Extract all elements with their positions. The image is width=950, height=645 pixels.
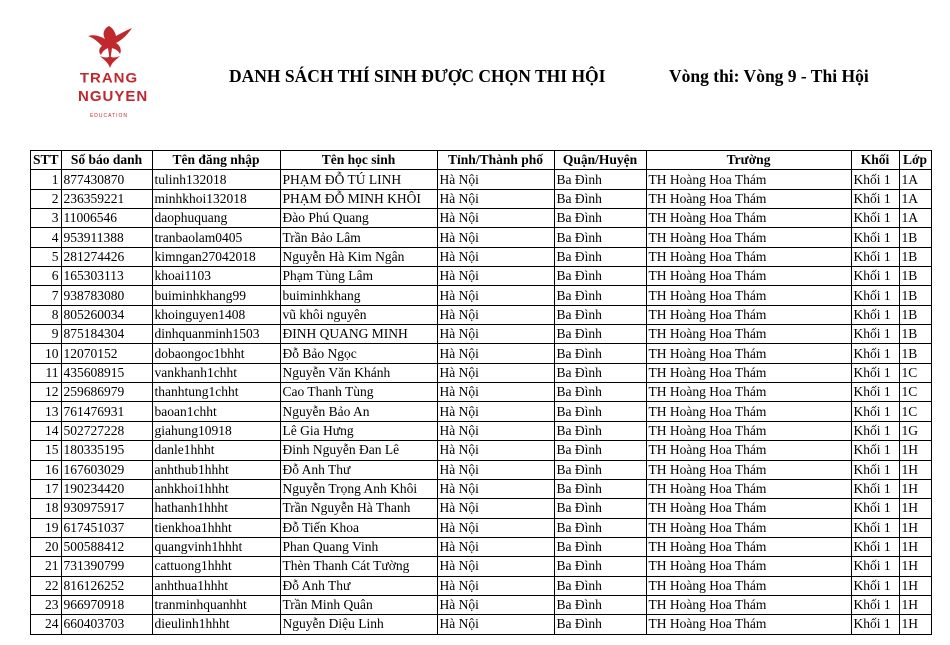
cell-stt: 11 bbox=[31, 363, 62, 382]
cell-quan-huyen: Ba Đình bbox=[554, 267, 646, 286]
cell-quan-huyen: Ba Đình bbox=[554, 209, 646, 228]
table-row bbox=[31, 576, 932, 595]
cell-ten-dang-nhap: khoai1103 bbox=[152, 267, 280, 286]
cell-khoi: Khối 1 bbox=[851, 537, 899, 556]
cell-ten-dang-nhap: baoan1chht bbox=[152, 402, 280, 421]
cell-stt: 14 bbox=[31, 421, 62, 440]
cell-truong: TH Hoàng Hoa Thám bbox=[646, 615, 851, 634]
cell-truong: TH Hoàng Hoa Thám bbox=[646, 305, 851, 324]
cell-khoi: Khối 1 bbox=[851, 286, 899, 305]
cell-khoi: Khối 1 bbox=[851, 267, 899, 286]
header-so-bao-danh: Số báo danh bbox=[61, 151, 152, 170]
cell-lop: 1A bbox=[899, 189, 931, 208]
cell-stt: 3 bbox=[31, 209, 62, 228]
cell-lop: 1H bbox=[899, 499, 931, 518]
cell-khoi: Khối 1 bbox=[851, 344, 899, 363]
cell-khoi: Khối 1 bbox=[851, 228, 899, 247]
cell-truong: TH Hoàng Hoa Thám bbox=[646, 576, 851, 595]
phoenix-logo-icon bbox=[78, 22, 140, 72]
header-ten-dang-nhap: Tên đăng nhập bbox=[152, 151, 280, 170]
cell-quan-huyen: Ba Đình bbox=[554, 228, 646, 247]
cell-tinh-thanh-pho: Hà Nội bbox=[437, 441, 554, 460]
cell-truong: TH Hoàng Hoa Thám bbox=[646, 537, 851, 556]
table-row bbox=[31, 286, 932, 305]
cell-lop: 1G bbox=[899, 421, 931, 440]
cell-ten-hoc-sinh: PHẠM ĐỖ MINH KHÔI bbox=[280, 189, 437, 208]
cell-quan-huyen: Ba Đình bbox=[554, 460, 646, 479]
cell-truong: TH Hoàng Hoa Thám bbox=[646, 170, 851, 189]
cell-lop: 1H bbox=[899, 537, 931, 556]
cell-lop: 1H bbox=[899, 460, 931, 479]
cell-truong: TH Hoàng Hoa Thám bbox=[646, 499, 851, 518]
table-row bbox=[31, 441, 932, 460]
cell-so-bao-danh: 500588412 bbox=[61, 537, 152, 556]
table-row bbox=[31, 518, 932, 537]
table-row bbox=[31, 537, 932, 556]
header-stt: STT bbox=[31, 151, 62, 170]
cell-khoi: Khối 1 bbox=[851, 557, 899, 576]
cell-quan-huyen: Ba Đình bbox=[554, 421, 646, 440]
table-row bbox=[31, 305, 932, 324]
cell-so-bao-danh: 281274426 bbox=[61, 247, 152, 266]
cell-ten-hoc-sinh: Đỗ Anh Thư bbox=[280, 576, 437, 595]
cell-ten-hoc-sinh: Nguyễn Hà Kim Ngân bbox=[280, 247, 437, 266]
cell-quan-huyen: Ba Đình bbox=[554, 305, 646, 324]
cell-quan-huyen: Ba Đình bbox=[554, 247, 646, 266]
cell-tinh-thanh-pho: Hà Nội bbox=[437, 421, 554, 440]
cell-tinh-thanh-pho: Hà Nội bbox=[437, 460, 554, 479]
cell-ten-hoc-sinh: Nguyễn Văn Khánh bbox=[280, 363, 437, 382]
cell-ten-dang-nhap: thanhtung1chht bbox=[152, 383, 280, 402]
candidate-table bbox=[30, 150, 932, 635]
logo-text-nguyen: NGUYEN bbox=[78, 88, 149, 105]
cell-quan-huyen: Ba Đình bbox=[554, 383, 646, 402]
cell-stt: 20 bbox=[31, 537, 62, 556]
cell-quan-huyen: Ba Đình bbox=[554, 479, 646, 498]
cell-tinh-thanh-pho: Hà Nội bbox=[437, 170, 554, 189]
cell-khoi: Khối 1 bbox=[851, 247, 899, 266]
cell-lop: 1A bbox=[899, 170, 931, 189]
cell-so-bao-danh: 877430870 bbox=[61, 170, 152, 189]
cell-quan-huyen: Ba Đình bbox=[554, 595, 646, 614]
cell-quan-huyen: Ba Đình bbox=[554, 170, 646, 189]
cell-ten-dang-nhap: anhthua1hhht bbox=[152, 576, 280, 595]
cell-so-bao-danh: 938783080 bbox=[61, 286, 152, 305]
cell-ten-dang-nhap: hathanh1hhht bbox=[152, 499, 280, 518]
cell-lop: 1H bbox=[899, 479, 931, 498]
table-row bbox=[31, 189, 932, 208]
cell-tinh-thanh-pho: Hà Nội bbox=[437, 576, 554, 595]
cell-ten-hoc-sinh: Lê Gia Hưng bbox=[280, 421, 437, 440]
cell-truong: TH Hoàng Hoa Thám bbox=[646, 247, 851, 266]
cell-so-bao-danh: 617451037 bbox=[61, 518, 152, 537]
cell-tinh-thanh-pho: Hà Nội bbox=[437, 228, 554, 247]
cell-ten-hoc-sinh: Nguyễn Bảo An bbox=[280, 402, 437, 421]
cell-so-bao-danh: 875184304 bbox=[61, 325, 152, 344]
cell-khoi: Khối 1 bbox=[851, 499, 899, 518]
cell-lop: 1B bbox=[899, 305, 931, 324]
cell-so-bao-danh: 953911388 bbox=[61, 228, 152, 247]
cell-ten-dang-nhap: anhthub1hhht bbox=[152, 460, 280, 479]
cell-tinh-thanh-pho: Hà Nội bbox=[437, 305, 554, 324]
cell-stt: 1 bbox=[31, 170, 62, 189]
cell-stt: 9 bbox=[31, 325, 62, 344]
cell-lop: 1H bbox=[899, 576, 931, 595]
cell-quan-huyen: Ba Đình bbox=[554, 557, 646, 576]
cell-quan-huyen: Ba Đình bbox=[554, 363, 646, 382]
cell-lop: 1C bbox=[899, 383, 931, 402]
table-row bbox=[31, 499, 932, 518]
page-title: DANH SÁCH THÍ SINH ĐƯỢC CHỌN THI HỘI bbox=[229, 66, 606, 86]
cell-ten-hoc-sinh: Đỗ Tiến Khoa bbox=[280, 518, 437, 537]
table-row bbox=[31, 247, 932, 266]
cell-so-bao-danh: 190234420 bbox=[61, 479, 152, 498]
cell-ten-hoc-sinh: Phan Quang Vinh bbox=[280, 537, 437, 556]
cell-tinh-thanh-pho: Hà Nội bbox=[437, 499, 554, 518]
table-row bbox=[31, 615, 932, 634]
cell-tinh-thanh-pho: Hà Nội bbox=[437, 383, 554, 402]
cell-truong: TH Hoàng Hoa Thám bbox=[646, 209, 851, 228]
cell-lop: 1H bbox=[899, 557, 931, 576]
cell-khoi: Khối 1 bbox=[851, 595, 899, 614]
cell-truong: TH Hoàng Hoa Thám bbox=[646, 325, 851, 344]
cell-ten-dang-nhap: khoinguyen1408 bbox=[152, 305, 280, 324]
cell-quan-huyen: Ba Đình bbox=[554, 344, 646, 363]
cell-khoi: Khối 1 bbox=[851, 441, 899, 460]
table-row bbox=[31, 209, 932, 228]
cell-ten-dang-nhap: minhkhoi132018 bbox=[152, 189, 280, 208]
cell-lop: 1B bbox=[899, 344, 931, 363]
cell-lop: 1C bbox=[899, 402, 931, 421]
cell-khoi: Khối 1 bbox=[851, 305, 899, 324]
cell-tinh-thanh-pho: Hà Nội bbox=[437, 557, 554, 576]
cell-truong: TH Hoàng Hoa Thám bbox=[646, 557, 851, 576]
cell-so-bao-danh: 435608915 bbox=[61, 363, 152, 382]
cell-tinh-thanh-pho: Hà Nội bbox=[437, 286, 554, 305]
cell-truong: TH Hoàng Hoa Thám bbox=[646, 518, 851, 537]
cell-so-bao-danh: 180335195 bbox=[61, 441, 152, 460]
cell-ten-dang-nhap: dieulinh1hhht bbox=[152, 615, 280, 634]
header-truong: Trường bbox=[646, 151, 851, 170]
cell-ten-hoc-sinh: buiminhkhang bbox=[280, 286, 437, 305]
table-row bbox=[31, 325, 932, 344]
header-khoi: Khối bbox=[851, 151, 899, 170]
cell-ten-hoc-sinh: Trần Bảo Lâm bbox=[280, 228, 437, 247]
cell-ten-dang-nhap: dobaongoc1bhht bbox=[152, 344, 280, 363]
table-row bbox=[31, 383, 932, 402]
header-tinh-thanh-pho: Tỉnh/Thành phố bbox=[437, 151, 554, 170]
cell-khoi: Khối 1 bbox=[851, 479, 899, 498]
cell-stt: 4 bbox=[31, 228, 62, 247]
cell-quan-huyen: Ba Đình bbox=[554, 286, 646, 305]
cell-ten-hoc-sinh: Cao Thanh Tùng bbox=[280, 383, 437, 402]
cell-lop: 1C bbox=[899, 363, 931, 382]
cell-tinh-thanh-pho: Hà Nội bbox=[437, 615, 554, 634]
cell-stt: 23 bbox=[31, 595, 62, 614]
cell-khoi: Khối 1 bbox=[851, 209, 899, 228]
table-row bbox=[31, 402, 932, 421]
table-row bbox=[31, 228, 932, 247]
cell-stt: 17 bbox=[31, 479, 62, 498]
table-row bbox=[31, 595, 932, 614]
cell-ten-dang-nhap: danle1hhht bbox=[152, 441, 280, 460]
cell-khoi: Khối 1 bbox=[851, 170, 899, 189]
cell-ten-hoc-sinh: Trần Nguyễn Hà Thanh bbox=[280, 499, 437, 518]
cell-quan-huyen: Ba Đình bbox=[554, 576, 646, 595]
table-row bbox=[31, 421, 932, 440]
cell-khoi: Khối 1 bbox=[851, 518, 899, 537]
cell-stt: 15 bbox=[31, 441, 62, 460]
cell-stt: 18 bbox=[31, 499, 62, 518]
cell-ten-dang-nhap: anhkhoi1hhht bbox=[152, 479, 280, 498]
cell-tinh-thanh-pho: Hà Nội bbox=[437, 189, 554, 208]
cell-khoi: Khối 1 bbox=[851, 460, 899, 479]
cell-khoi: Khối 1 bbox=[851, 576, 899, 595]
cell-ten-hoc-sinh: vũ khôi nguyên bbox=[280, 305, 437, 324]
table-row bbox=[31, 479, 932, 498]
cell-stt: 12 bbox=[31, 383, 62, 402]
cell-truong: TH Hoàng Hoa Thám bbox=[646, 421, 851, 440]
table-row bbox=[31, 344, 932, 363]
table-row bbox=[31, 460, 932, 479]
cell-ten-hoc-sinh: ĐINH QUANG MINH bbox=[280, 325, 437, 344]
cell-truong: TH Hoàng Hoa Thám bbox=[646, 344, 851, 363]
cell-lop: 1B bbox=[899, 267, 931, 286]
cell-stt: 21 bbox=[31, 557, 62, 576]
cell-tinh-thanh-pho: Hà Nội bbox=[437, 595, 554, 614]
cell-quan-huyen: Ba Đình bbox=[554, 537, 646, 556]
cell-ten-hoc-sinh: Trần Minh Quân bbox=[280, 595, 437, 614]
cell-stt: 6 bbox=[31, 267, 62, 286]
cell-ten-dang-nhap: buiminhkhang99 bbox=[152, 286, 280, 305]
cell-so-bao-danh: 761476931 bbox=[61, 402, 152, 421]
cell-tinh-thanh-pho: Hà Nội bbox=[437, 402, 554, 421]
cell-ten-dang-nhap: daophuquang bbox=[152, 209, 280, 228]
cell-so-bao-danh: 165303113 bbox=[61, 267, 152, 286]
cell-ten-hoc-sinh: Nguyễn Trọng Anh Khôi bbox=[280, 479, 437, 498]
cell-truong: TH Hoàng Hoa Thám bbox=[646, 460, 851, 479]
cell-ten-dang-nhap: tienkhoa1hhht bbox=[152, 518, 280, 537]
cell-quan-huyen: Ba Đình bbox=[554, 402, 646, 421]
cell-lop: 1A bbox=[899, 209, 931, 228]
cell-stt: 16 bbox=[31, 460, 62, 479]
cell-so-bao-danh: 930975917 bbox=[61, 499, 152, 518]
cell-stt: 10 bbox=[31, 344, 62, 363]
round-label: Vòng thi: Vòng 9 - Thi Hội bbox=[669, 66, 869, 86]
cell-quan-huyen: Ba Đình bbox=[554, 499, 646, 518]
cell-ten-hoc-sinh: PHẠM ĐỖ TÚ LINH bbox=[280, 170, 437, 189]
cell-so-bao-danh: 805260034 bbox=[61, 305, 152, 324]
cell-truong: TH Hoàng Hoa Thám bbox=[646, 363, 851, 382]
cell-tinh-thanh-pho: Hà Nội bbox=[437, 209, 554, 228]
header-lop: Lớp bbox=[899, 151, 931, 170]
cell-truong: TH Hoàng Hoa Thám bbox=[646, 595, 851, 614]
cell-stt: 8 bbox=[31, 305, 62, 324]
cell-truong: TH Hoàng Hoa Thám bbox=[646, 383, 851, 402]
cell-stt: 22 bbox=[31, 576, 62, 595]
cell-lop: 1B bbox=[899, 247, 931, 266]
cell-truong: TH Hoàng Hoa Thám bbox=[646, 286, 851, 305]
cell-tinh-thanh-pho: Hà Nội bbox=[437, 363, 554, 382]
cell-so-bao-danh: 660403703 bbox=[61, 615, 152, 634]
table-row bbox=[31, 557, 932, 576]
cell-so-bao-danh: 167603029 bbox=[61, 460, 152, 479]
cell-tinh-thanh-pho: Hà Nội bbox=[437, 479, 554, 498]
cell-ten-dang-nhap: kimngan27042018 bbox=[152, 247, 280, 266]
cell-ten-dang-nhap: giahung10918 bbox=[152, 421, 280, 440]
logo-text-education: EDUCATION bbox=[89, 113, 129, 119]
cell-quan-huyen: Ba Đình bbox=[554, 189, 646, 208]
cell-stt: 13 bbox=[31, 402, 62, 421]
cell-ten-hoc-sinh: Phạm Tùng Lâm bbox=[280, 267, 437, 286]
cell-tinh-thanh-pho: Hà Nội bbox=[437, 325, 554, 344]
cell-khoi: Khối 1 bbox=[851, 615, 899, 634]
cell-so-bao-danh: 12070152 bbox=[61, 344, 152, 363]
cell-ten-dang-nhap: dinhquanminh1503 bbox=[152, 325, 280, 344]
cell-quan-huyen: Ba Đình bbox=[554, 325, 646, 344]
cell-khoi: Khối 1 bbox=[851, 383, 899, 402]
cell-stt: 24 bbox=[31, 615, 62, 634]
cell-tinh-thanh-pho: Hà Nội bbox=[437, 267, 554, 286]
cell-tinh-thanh-pho: Hà Nội bbox=[437, 518, 554, 537]
cell-khoi: Khối 1 bbox=[851, 325, 899, 344]
cell-truong: TH Hoàng Hoa Thám bbox=[646, 441, 851, 460]
cell-ten-dang-nhap: tulinh132018 bbox=[152, 170, 280, 189]
cell-ten-hoc-sinh: Đỗ Bảo Ngọc bbox=[280, 344, 437, 363]
cell-so-bao-danh: 259686979 bbox=[61, 383, 152, 402]
cell-so-bao-danh: 502727228 bbox=[61, 421, 152, 440]
cell-lop: 1H bbox=[899, 441, 931, 460]
cell-lop: 1B bbox=[899, 325, 931, 344]
cell-ten-hoc-sinh: Đỗ Anh Thư bbox=[280, 460, 437, 479]
table-row bbox=[31, 363, 932, 382]
cell-tinh-thanh-pho: Hà Nội bbox=[437, 537, 554, 556]
cell-truong: TH Hoàng Hoa Thám bbox=[646, 479, 851, 498]
cell-stt: 7 bbox=[31, 286, 62, 305]
cell-truong: TH Hoàng Hoa Thám bbox=[646, 189, 851, 208]
cell-ten-dang-nhap: tranbaolam0405 bbox=[152, 228, 280, 247]
cell-stt: 19 bbox=[31, 518, 62, 537]
logo-text-trang: TRANG bbox=[79, 70, 139, 87]
cell-lop: 1B bbox=[899, 286, 931, 305]
cell-khoi: Khối 1 bbox=[851, 363, 899, 382]
cell-so-bao-danh: 11006546 bbox=[61, 209, 152, 228]
cell-ten-hoc-sinh: Thèn Thanh Cát Tường bbox=[280, 557, 437, 576]
cell-truong: TH Hoàng Hoa Thám bbox=[646, 267, 851, 286]
cell-khoi: Khối 1 bbox=[851, 402, 899, 421]
table-row bbox=[31, 267, 932, 286]
cell-tinh-thanh-pho: Hà Nội bbox=[437, 344, 554, 363]
cell-ten-hoc-sinh: Đào Phú Quang bbox=[280, 209, 437, 228]
cell-ten-dang-nhap: tranminhquanhht bbox=[152, 595, 280, 614]
header-ten-hoc-sinh: Tên học sinh bbox=[280, 151, 437, 170]
cell-ten-dang-nhap: vankhanh1chht bbox=[152, 363, 280, 382]
header-quan-huyen: Quận/Huyện bbox=[554, 151, 646, 170]
cell-ten-hoc-sinh: Đinh Nguyễn Đan Lê bbox=[280, 441, 437, 460]
table-header-row bbox=[31, 151, 932, 170]
cell-tinh-thanh-pho: Hà Nội bbox=[437, 247, 554, 266]
table-row bbox=[31, 170, 932, 189]
cell-lop: 1H bbox=[899, 518, 931, 537]
cell-ten-dang-nhap: quangvinh1hhht bbox=[152, 537, 280, 556]
cell-khoi: Khối 1 bbox=[851, 421, 899, 440]
cell-quan-huyen: Ba Đình bbox=[554, 615, 646, 634]
cell-stt: 5 bbox=[31, 247, 62, 266]
cell-ten-dang-nhap: cattuong1hhht bbox=[152, 557, 280, 576]
cell-so-bao-danh: 966970918 bbox=[61, 595, 152, 614]
cell-so-bao-danh: 731390799 bbox=[61, 557, 152, 576]
cell-truong: TH Hoàng Hoa Thám bbox=[646, 228, 851, 247]
cell-lop: 1H bbox=[899, 615, 931, 634]
cell-lop: 1H bbox=[899, 595, 931, 614]
cell-so-bao-danh: 236359221 bbox=[61, 189, 152, 208]
cell-lop: 1B bbox=[899, 228, 931, 247]
cell-truong: TH Hoàng Hoa Thám bbox=[646, 402, 851, 421]
cell-ten-hoc-sinh: Nguyễn Diệu Linh bbox=[280, 615, 437, 634]
cell-quan-huyen: Ba Đình bbox=[554, 518, 646, 537]
cell-so-bao-danh: 816126252 bbox=[61, 576, 152, 595]
cell-stt: 2 bbox=[31, 189, 62, 208]
cell-khoi: Khối 1 bbox=[851, 189, 899, 208]
cell-quan-huyen: Ba Đình bbox=[554, 441, 646, 460]
